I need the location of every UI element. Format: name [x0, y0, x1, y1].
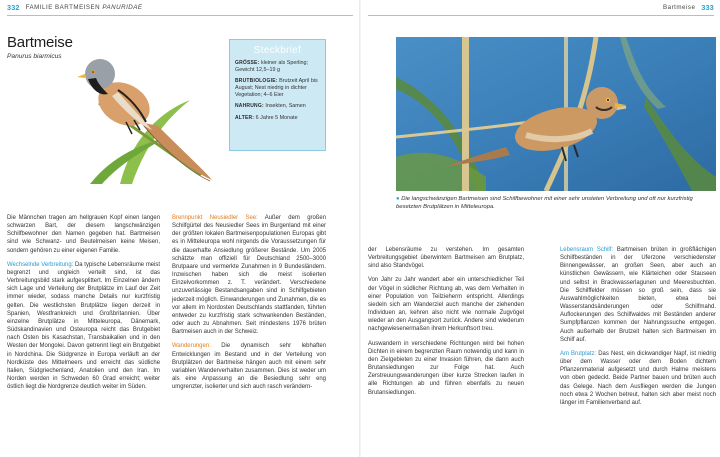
header-rule	[7, 15, 353, 16]
page-number: 332	[7, 2, 20, 12]
paragraph-lead: Wechselnde Verbreitung:	[7, 261, 74, 268]
paragraph-lead: Brennpunkt Neusiedler See:	[172, 215, 258, 221]
paragraph: der Lebensräume zu verstehen. Im gesamten Verbreitungsgebiet überwintern Bartmeisen am Brutplatz, sind also Standvögel.	[368, 247, 524, 270]
paragraph-lead: Am Brutplatz:	[560, 350, 597, 357]
paragraph-lead: Lebensraum Schilf:	[560, 247, 614, 253]
page-number: 333	[701, 2, 714, 12]
fact-box-title: Steckbrief	[253, 45, 302, 56]
text-column-3	[368, 246, 524, 403]
fact-row-breeding: BRUTBIOLOGIE: Brutzeit April bis August; Nest niedrig in dichter Vegetation; 4–6 Eier	[235, 78, 318, 99]
bearded-reedling-photo	[396, 37, 716, 191]
section-title: FAMILIE BARTMEISEN PANURIDAE	[25, 3, 143, 11]
fact-row-age: ALTER: 6 Jahre 5 Monate	[235, 114, 298, 121]
section-title: Bartmeise	[663, 3, 696, 11]
paragraph: Am Brutplatz: Das Nest, ein dickwandiger Napf, ist niedrig über dem Wasser oder dem Boden dichtem Pflanzenmaterial aufgesetzt und durch Halme meistens von oben gedeckt. Beide Partner bauen und brüten auch das Gelege. Nach dem Ausfliegen werden die Jungen noch etwa 2 Wochen betreut, halten sich aber meist noch länger im Familienverband auf.	[560, 350, 716, 406]
right-page-header	[663, 0, 714, 14]
photo-caption: ● Die langschwänzigen Bartmeisen sind Schilfbewohner mit einer sehr unsteten Verbreitung und oft nur kurzfristig besetzten Brutplätzen in Mitteleuropa.	[396, 196, 693, 210]
paragraph: Wanderungen: Die dynamisch sehr lebhaften Entwicklungen im Bestand und in der Verteilung von Brutplätzen der Bartmeise hängen auch mit einem sehr variablen Wanderverhalten zusammen. Dies ist weder um als eine Anpassung an die Besiedlung sehr eng umgrenzter, isolierter und sich auch rasch verändern-	[172, 343, 326, 391]
fact-row-food: NAHRUNG: Insekten, Samen	[235, 103, 306, 110]
text-column-2	[172, 214, 326, 397]
paragraph: Brennpunkt Neusiedler See: Außer dem großen Schilfgürtel des Neusiedler Sees im Burgenland mit einer der größten lokalen Bartmeisenpopulationen Europas gibt es in Mitteleuropa wohl nirgends die Voraussetzungen für die dauerhafte Ansiedlung größerer Bestände. Um 2005 schätzte man offiziell für Deutschland 2500–3000 Brutpaare und vermerkte Zunahmen in 9 Bundesländern. Inzwischen haben sich die meist isolierten Einzelvorkommen z. T. verändert. Verschiedene unzuverlässige Bestandsangaben sind in Schilfgebieten jederzeit möglich. Einwanderungen und Zunahmen, die es vor allem im Nordosten Deutschlands stattfanden, führten entweder zu kurzfristig stark schwankenden Beständen, oder auch zu Abnahmen. Seit mindestens 1976 brüten Bartmeisen auch in der Schweiz.	[172, 215, 327, 336]
paragraph-lead: Wanderungen:	[172, 343, 211, 350]
text-column-4	[560, 246, 716, 413]
fact-box	[229, 39, 326, 151]
fact-row-size: GRÖSSE: kleiner als Sperling; Gewicht 12,5–19 g	[235, 60, 309, 74]
paragraph: Wechselnde Verbreitung: Da typische Lebensräume meist begrenzt und ungleich verteilt sind, ist das Verbreitungsbild stark aufgesplittert. Im Einzelnen ändern sich Lage und Verteilung der Brutplätze im Lauf der Zeit immer wieder, sodass manche Details nur kurzfristig gelten. Die westlichsten Brutplätze liegen derzeit in Spanien, Westfrankreich und Großbritannien. Über einzelne Brutplätze in Mitteleuropa, Dänemark, Südskandinavien und Osteuropa reicht das Brutgebiet nach Osten bis Kasachstan, Transbaikalien und in den Westen der Mongolei. Davon getrennt liegt ein Brutgebiet in Nordchina. Die Südgrenze in Europa verläuft an der Nordküste des Mittelmeers und erreicht das südliche Italien, Südgriechenland, Anatolien und den Iran. Im Norden werden in Schweden 60 Grad erreicht; weiter östlich liegt die Nordgrenze deutlich weiter im Süden.	[7, 261, 160, 391]
scientific-name: Panurus biarmicus	[7, 53, 62, 60]
caption-bullet-icon: ●	[396, 196, 402, 202]
species-title: Bartmeise	[7, 34, 73, 51]
text-column-1	[7, 214, 160, 397]
paragraph: Auswandern in verschiedene Richtungen wird bei hohen Dichten in einem begrenzten Raum notwendig und kann in den Zielgebieten zu einer Invasion führen, die dann auch Brutansiedlungen zur Folge hat. Auch Zerstreuungswanderungen über kurze Strecken laufen in alle Richtungen ab und führen ebenfalls zu neuen Brutansiedlungen.	[368, 340, 524, 396]
paragraph: Lebensraum Schilf: Bartmeisen brüten in großflächigen Schilfbeständen in der Uferzone verschiedenster Binnengewässer, an großen Seen, aber auch an künstlichen Gewässern, wie Klärteichen oder Stauseen und selbst in Brackwasserlagunen und Meeresbuchten. Die Schilffelder müssen so groß sein, dass sie Auswahlmöglichkeiten bieten, etwa bei Wasserstandsänderungen oder Schilfmahd. Auflockerungen des Schilfwaldes mit Beständen anderer Sumpfpflanzen kommen der Nahrungssuche entgegen. Auch außerhalb der Brutzeit halten sich Bartmeisen im Schilf auf.	[560, 247, 717, 343]
bearded-reedling-illustration	[60, 34, 226, 184]
paragraph: Von Jahr zu Jahr wandert aber ein unterschiedlicher Teil der Vögel in südlicher Richtung ab, was dem Verhalten in einer Population von Teilzieherm entspricht. Allerdings siedeln sich am Wanderziel auch manche der ziehenden Individuen an, kehren also nicht wie normale Zugvögel wieder an den Ausgangsort zurück. Andere sind wiederum nachgewiesenermaßen ihrem Herkunftsort treu.	[368, 277, 524, 333]
header-rule	[368, 15, 714, 16]
left-page-header	[7, 0, 143, 14]
paragraph: Die Männchen tragen am hellgrauen Kopf einen langen schwarzen Bart, der diesem langschwänzigen Schilfbewohner den Namen gegeben hat. Bartmeisen sind wie Schwanz- und Beutelmeisen keine Meisen, sondern gehören zu einer eigenen Familie.	[7, 215, 160, 254]
